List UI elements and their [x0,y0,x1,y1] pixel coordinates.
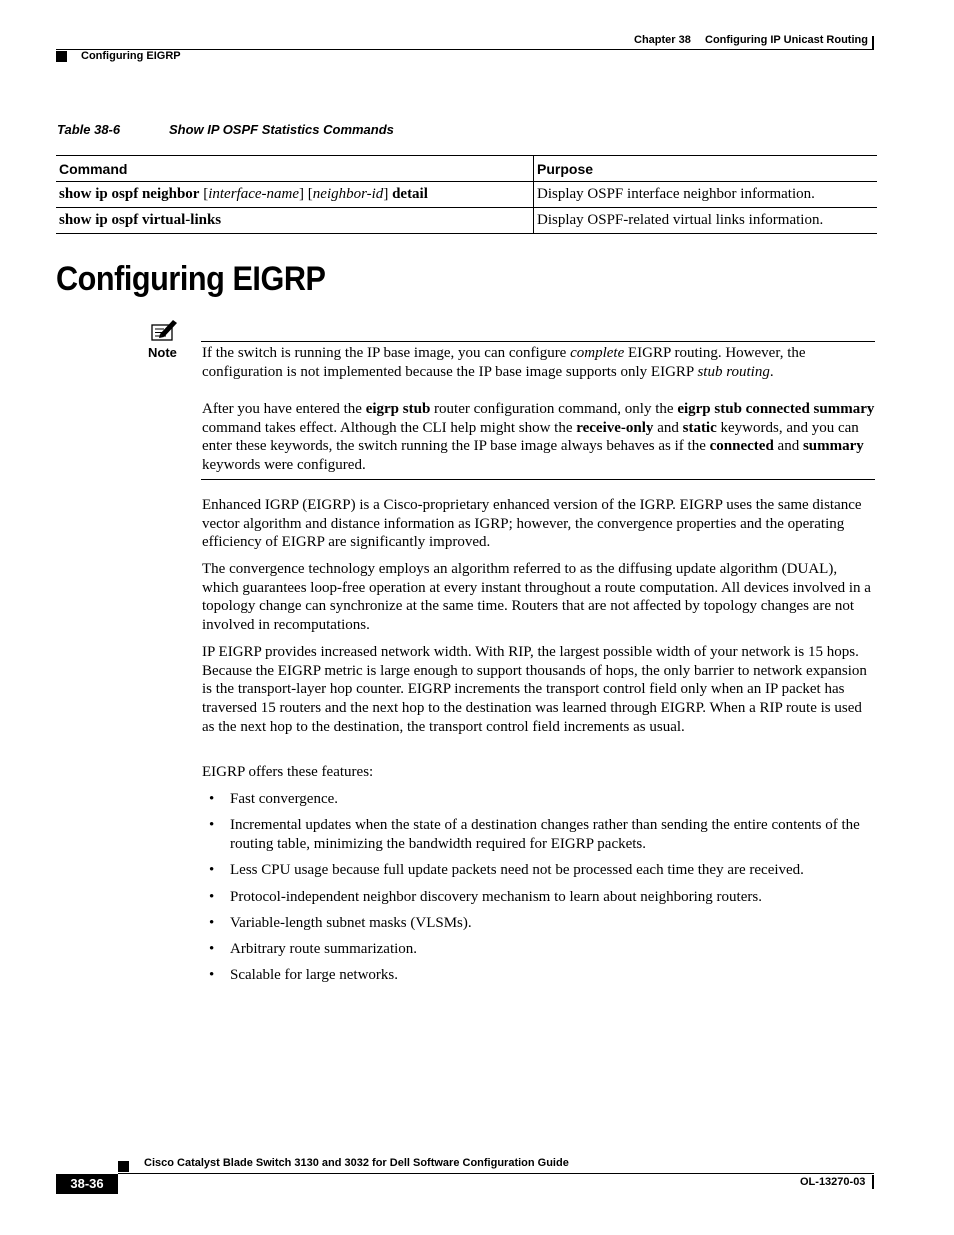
bullet-icon: • [209,862,215,879]
note-label: Note [148,345,177,360]
body-paragraph: IP EIGRP provides increased network width. With RIP, the largest possible width of your network is 15 hops. Because the EIGRP metric is large enough to support thousands of hops, the only barrier to network expansion is the transport-layer hop counter. EIGRP increments the transport control field only when an IP packet has traversed 15 routers and the next hop to the destination was learned through EIGRP. When a RIP route is used as the next hop to the destination, the transport control field increments as usual. [202,644,867,735]
note-text: and [653,419,683,436]
note-text: keywords, and you can enter these keywords, the switch running the IP base image always behaves as if the [202,419,859,455]
command-keyword: show ip ospf neighbor [59,186,200,202]
list-item [202,790,877,809]
list-item-text: Arbitrary route summarization. [230,941,418,958]
footer-guide-title: Cisco Catalyst Blade Switch 3130 and 3032 for Dell Software Configuration Guide [144,1157,569,1169]
note-keyword: eigrp stub connected summary [677,401,875,417]
footer-marker [118,1161,129,1172]
command-cell [56,182,534,208]
footer-right-bar [872,1175,874,1189]
purpose-cell: Display OSPF-related virtual links information. [534,208,878,234]
table-header-row [56,156,877,182]
table-row [56,182,877,208]
command-bracket: ] [383,186,393,202]
column-header-purpose: Purpose [534,156,878,182]
list-item-text: Protocol-independent neighbor discovery mechanism to learn about neighboring routers. [230,888,762,905]
note-text: . [769,363,774,380]
column-header-command: Command [56,156,534,182]
footer-rule [118,1173,874,1174]
list-item [202,861,877,880]
header-chapter-title: Configuring IP Unicast Routing [705,34,868,46]
note-text: EIGRP routing. However, the configuration is not implemented because the IP base image supports only EIGRP [202,345,806,380]
purpose-cell: Display OSPF interface neighbor information. [534,182,878,208]
note-text: After you have entered the [202,401,366,417]
note-rule-bottom [201,479,875,480]
note-pencil-icon [150,319,178,343]
list-item [202,966,877,985]
header-chapter: Chapter 38 [634,34,691,46]
table-row [56,208,877,234]
commands-table [56,155,877,234]
note-emphasis: complete [570,345,625,361]
command-keyword: show ip ospf virtual-links [59,212,222,228]
bullet-icon: • [209,888,215,905]
list-item-text: Incremental updates when the state of a destination changes rather than sending the entire contents of the routing table, minimizing the bandwidth required for EIGRP packets. [230,817,860,852]
list-item [202,816,877,853]
note-text: keywords were configured. [202,457,366,474]
table-title: Show IP OSPF Statistics Commands [169,122,394,137]
bullet-icon: • [209,791,215,807]
note-text: router configuration command, only the [430,401,678,417]
footer-doc-number: OL-13270-03 [800,1176,866,1188]
header-section: Configuring EIGRP [81,50,181,62]
body-paragraph: Enhanced IGRP (EIGRP) is a Cisco-proprietary enhanced version of the IGRP. EIGRP uses the same distance vector algorithm and distance information as IGRP; however, the convergence properties and the operating efficiency of EIGRP are significantly improved. [202,497,862,551]
section-heading: Configuring EIGRP [56,260,326,298]
bullet-icon: • [209,967,215,984]
command-bracket: ] [ [299,186,313,202]
note-keyword: connected [709,438,774,455]
table-number: Table 38-6 [57,122,121,137]
page-number: 38-36 [70,1176,104,1191]
bullet-icon: • [209,817,215,834]
note-paragraph [202,344,877,381]
command-keyword: detail [392,186,428,202]
list-item-text: Variable-length subnet masks (VLSMs). [230,914,472,931]
list-item [202,888,877,907]
header-right-bar [872,36,874,50]
note-keyword: receive-only [576,419,654,436]
list-item-text: Less CPU usage because full update packets need not be processed each time they are received. [230,862,804,879]
note-keyword: eigrp stub [365,401,431,417]
command-argument: neighbor-id [312,186,384,202]
bullet-icon: • [209,914,215,931]
bullet-icon: • [209,941,215,958]
note-rule-top [201,341,875,342]
body-paragraph: EIGRP offers these features: [202,764,374,780]
note-keyword: summary [802,438,864,455]
list-item-text: Scalable for large networks. [230,967,398,984]
list-item-text: Fast convergence. [230,791,339,807]
note-keyword: static [682,419,717,436]
note-text: command takes effect. Although the CLI help might show the [202,419,577,436]
command-cell [56,208,534,234]
note-paragraph [202,400,877,475]
features-list [202,790,877,993]
body-paragraph: The convergence technology employs an algorithm referred to as the diffusing update algorithm (DUAL), which guarantees loop-free operation at every instant throughout a route computation. All devices involved in a topology change can synchronize at the same time. Routers that are not affected by topology changes are not involved in recomputations. [202,561,871,634]
command-bracket: [ [199,186,209,202]
list-item [202,914,877,933]
header-marker [56,51,67,62]
note-text: If the switch is running the IP base image, you can configure [202,345,571,361]
note-emphasis: stub routing [697,363,770,380]
list-item [202,940,877,959]
note-text: and [773,438,803,455]
command-argument: interface-name [208,186,300,202]
